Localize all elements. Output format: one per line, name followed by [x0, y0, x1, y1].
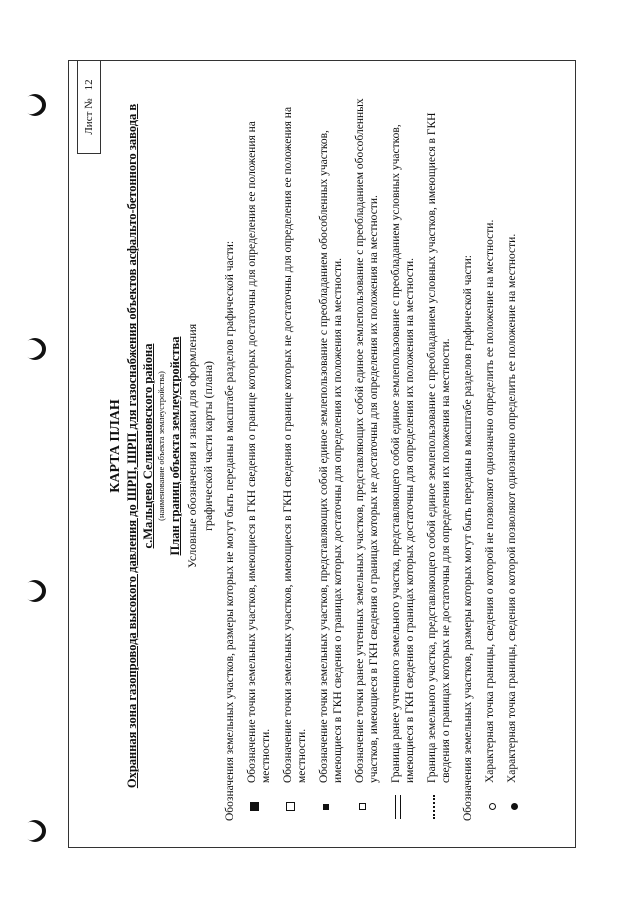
document-header — [107, 71, 215, 821]
map-plan-sheet — [68, 60, 576, 848]
double-line-icon — [391, 795, 405, 819]
sheet-number: 12 — [83, 79, 95, 91]
dashed-line-icon — [427, 795, 441, 819]
legend-text: Граница ранее учтенного земельного участка, представляющего собой единое землепользование с преобладанием условных участков, имеющиеся в ГКН сведения о границах которых достаточны для определения их положения на местности. — [390, 124, 416, 783]
legend-text: Обозначение точки ранее учтенных земельных участков, представляющих собой единое землепользование с преобладанием обособленных участков, имеющиеся в ГКН сведения о границах которых не достаточны для определения их положения на местности. — [354, 98, 380, 783]
legend-text: Граница земельного участка, представляющего собой единое землепользование с преобладанием условных участков, имеющиеся в ГКН сведения о границах которых не достаточны для определения их положения на местности. — [426, 112, 452, 783]
legend-item — [505, 71, 519, 821]
legend-item — [353, 71, 381, 821]
section-heading-to-scale: Обозначения земельных участков, размеры которых могут быть переданы в масштабе разделов графической части: — [462, 255, 474, 821]
document-title: КАРТА ПЛАН — [108, 399, 123, 493]
legend-item — [317, 71, 345, 821]
object-caption: (наименование объекта землеустройства) — [156, 371, 166, 521]
legend-title-2: графической части карты (плана) — [201, 360, 215, 532]
rotated-content — [69, 61, 577, 849]
legend-text: Характерная точка границы, сведения о которой позволяют однозначно определить ее положение на местности. — [506, 233, 518, 783]
legend-text: Обозначение точки земельных участков, имеющиеся в ГКН сведения о границе которых достаточны для определения ее положения на местности. — [246, 121, 272, 783]
small-filled-square-icon — [319, 795, 333, 819]
binder-hole-mark — [19, 333, 50, 364]
legend-text: Характерная точка границы, сведения о которой не позволяют однозначно определить ее положение на местности. — [484, 219, 496, 783]
legend-item — [389, 71, 417, 821]
legend-item — [425, 71, 453, 821]
legend-text: Обозначение точки земельных участков, представляющих собой единое землепользование с преобладанием обособленных участков, имеющиеся в ГКН сведения о границах которых достаточны для определения их положения на местности. — [318, 130, 344, 783]
plan-title: План границ объекта землеустройства — [168, 336, 182, 556]
filled-square-icon — [247, 795, 261, 819]
legend-item — [483, 71, 497, 821]
binder-hole-mark — [19, 89, 50, 120]
sheet-number-box — [77, 60, 101, 154]
binder-hole-mark — [19, 575, 50, 606]
legend-item — [281, 71, 309, 821]
binder-hole-mark — [19, 815, 50, 846]
filled-circle-icon — [507, 795, 521, 819]
sheet-number-label: Лист № — [83, 98, 95, 135]
legend-title-1: Условные обозначения и знаки для оформления — [185, 323, 199, 569]
object-name-line-2: с.Мальцево Селивановского района — [141, 343, 155, 549]
object-name-line-1: Охранная зона газопровода высокого давления до ШРП, ШРП для газоснабжения объектов асфальто-бетонного завода в — [125, 103, 139, 789]
empty-square-icon — [283, 795, 297, 819]
section-heading-not-to-scale: Обозначения земельных участков, размеры которых не могут быть переданы в масштабе разделов графической части: — [224, 240, 236, 821]
small-empty-square-icon — [355, 795, 369, 819]
legend-item — [245, 71, 273, 821]
legend-text: Обозначение точки земельных участков, имеющиеся в ГКН сведения о границе которых не достаточны для определения ее положения на местности. — [282, 106, 308, 783]
empty-circle-icon — [485, 795, 499, 819]
